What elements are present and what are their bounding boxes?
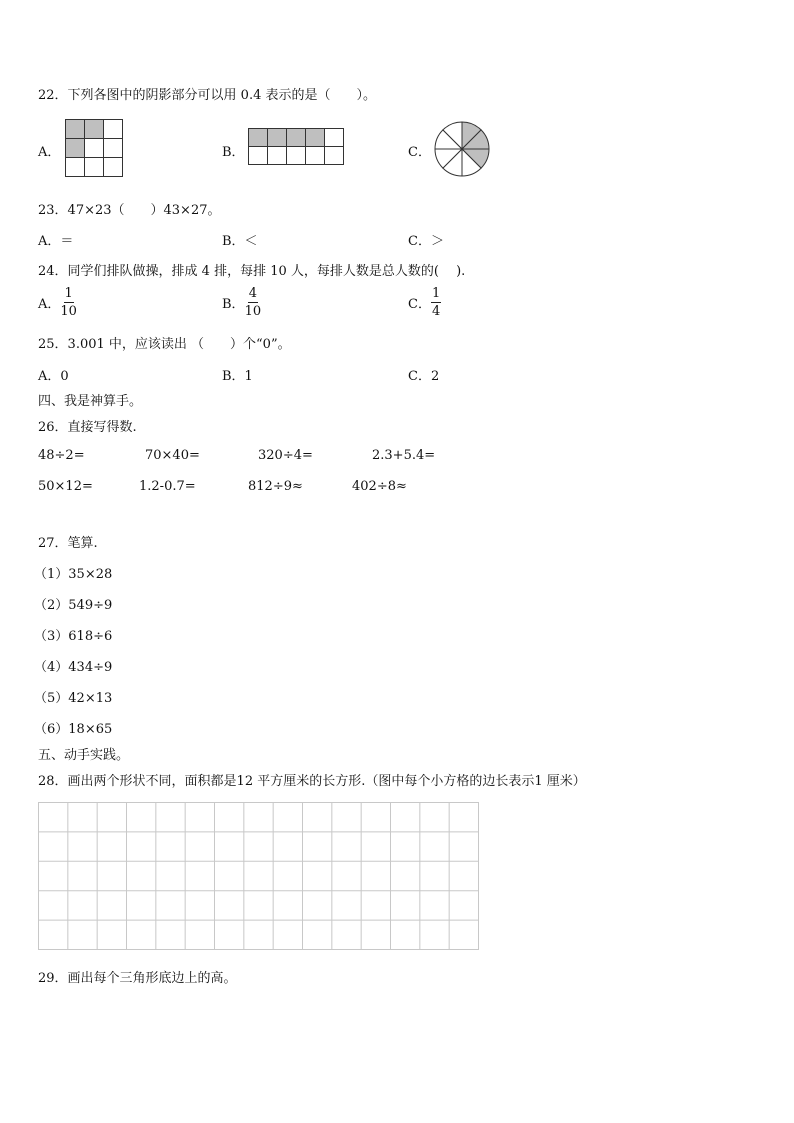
q23-option-a: A．＝ [38,234,74,249]
q24-option-c-label: C． [408,297,431,312]
grid-cell [66,158,85,177]
grid-cell [104,139,123,158]
q27-item: （1）35×28 [34,567,113,582]
grid-cell [287,147,306,165]
q28-text: 28．画出两个形状不同，面积都是12 平方厘米的长方形.（图中每个小方格的边长表示1 厘米） [38,774,586,789]
q22-option-a: A． [38,145,61,160]
q23-option-c: C．＞ [408,234,444,249]
q26-item: 812÷9≈ [248,479,303,494]
q26-item: 1.2-0.7= [139,479,196,494]
q24-option-c-fraction [431,287,441,318]
grid-cell [287,129,306,147]
section-4-heading: 四、我是神算手。 [38,394,143,409]
q23-option-b: B．＜ [222,234,258,249]
grid-cell [268,147,287,165]
grid-cell [325,147,344,165]
fraction-denominator: 10 [60,304,77,319]
q27-text: 27．笔算. [38,536,98,551]
q22-text: 22．下列各图中的阴影部分可以用 0.4 表示的是（ ）。 [38,88,376,103]
grid-cell [66,139,85,158]
q26-item: 70×40= [145,448,200,463]
grid-cell [325,129,344,147]
q24-text: 24．同学们排队做操，排成 4 排，每排 10 人，每排人数是总人数的( ). [38,264,466,279]
fraction-numerator: 1 [64,286,73,301]
q27-item: （6）18×65 [34,722,113,737]
q24-option-a-fraction [60,287,77,318]
q25-option-c: C．2 [408,369,440,384]
q26-item: 2.3+5.4= [372,448,436,463]
fraction-denominator: 10 [244,304,262,319]
grid-cell [104,158,123,177]
q25-option-b: B．1 [222,369,253,384]
grid-cell [104,120,123,139]
q25-text: 25．3.001 中，应该读出 （ ）个“0”。 [38,337,291,352]
q24-option-c [408,287,441,318]
q27-item: （3）618÷6 [34,629,113,644]
grid-cell [249,147,268,165]
grid-cell [306,147,325,165]
q22-figure-b-grid [248,128,344,166]
section-5-heading: 五、动手实践。 [38,748,130,763]
q22-figure-c-circle [434,121,490,177]
grid-cell [268,129,287,147]
q24-option-b [222,287,261,318]
q22-option-c: C． [408,145,431,160]
grid-cell [85,120,104,139]
q27-item: （5）42×13 [34,691,113,706]
fraction-denominator: 4 [431,304,441,319]
q27-item: （4）434÷9 [34,660,113,675]
grid-border [39,803,479,950]
grid-cell [85,139,104,158]
fraction-numerator: 4 [248,286,257,301]
grid-cell [249,129,268,147]
grid-cell [306,129,325,147]
q26-item: 50×12= [38,479,93,494]
q26-item: 320÷4= [258,448,313,463]
q26-item: 402÷8≈ [352,479,407,494]
q24-option-b-fraction [245,287,262,318]
q29-text: 29．画出每个三角形底边上的高。 [38,971,237,986]
q28-drawing-grid[interactable] [38,802,479,950]
q22-option-b: B． [222,145,245,160]
q26-item: 48÷2= [38,448,85,463]
grid-cell [85,158,104,177]
q24-option-b-label: B． [222,297,245,312]
q24-option-a-label: A． [38,297,61,312]
q27-item: （2）549÷9 [34,598,113,613]
fraction-numerator: 1 [431,286,441,301]
grid-cell [66,120,85,139]
q23-text: 23．47×23（ ）43×27。 [38,203,221,218]
q25-option-a: A．0 [38,369,69,384]
q26-text: 26．直接写得数. [38,420,137,435]
q22-figure-a-grid [65,119,123,177]
q24-option-a [38,287,77,318]
